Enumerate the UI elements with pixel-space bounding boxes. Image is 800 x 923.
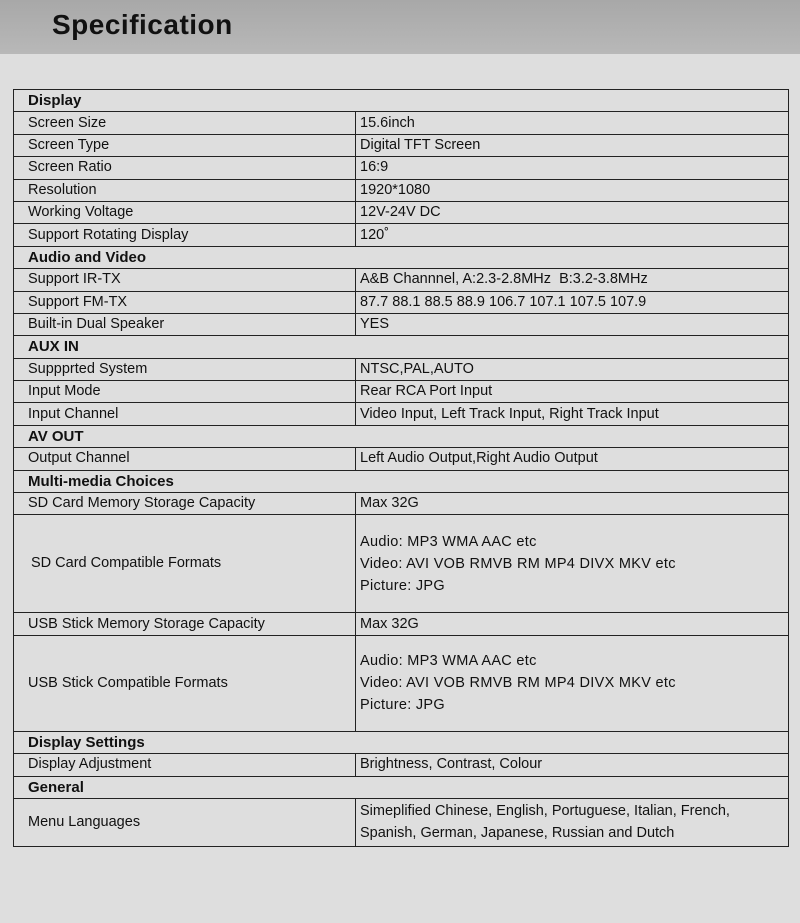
table-row [14,403,789,425]
spec-label: SD Card Compatible Formats [14,515,356,613]
table-row [14,798,789,846]
spec-value [356,798,789,846]
table-row [14,493,789,515]
spec-label: Support FM-TX [14,291,356,313]
spec-table [13,89,789,847]
table-row [14,291,789,313]
section-row-display-settings [14,731,789,753]
table-row [14,134,789,156]
spec-value: Rear RCA Port Input [356,381,789,403]
spec-label: Suppprted System [14,358,356,380]
spec-value: 16:9 [356,157,789,179]
spec-value [356,515,789,613]
format-line: Picture: JPG [360,577,445,594]
spec-label: USB Stick Compatible Formats [14,635,356,731]
spec-value: A&B Channnel, A:2.3-2.8MHz B:3.2-3.8MHz [356,269,789,291]
spec-value: Max 32G [356,493,789,515]
format-line: Audio: MP3 WMA AAC etc [360,533,537,550]
spec-label: USB Stick Memory Storage Capacity [14,613,356,635]
table-row [14,613,789,635]
table-row [14,179,789,201]
spec-value: 15.6inch [356,112,789,134]
table-row [14,635,789,731]
spec-label: Working Voltage [14,201,356,223]
table-row [14,515,789,613]
section-title: Display Settings [14,731,789,753]
table-row [14,381,789,403]
table-row [14,448,789,470]
section-title: Audio and Video [14,246,789,268]
spec-label: Built-in Dual Speaker [14,313,356,335]
table-row [14,358,789,380]
table-row [14,201,789,223]
spec-value: Left Audio Output,Right Audio Output [356,448,789,470]
spec-label: Output Channel [14,448,356,470]
spec-label: Resolution [14,179,356,201]
spec-label: Screen Size [14,112,356,134]
table-row [14,112,789,134]
section-row-display [14,90,789,112]
table-row [14,224,789,246]
table-row [14,269,789,291]
spec-label: Support Rotating Display [14,224,356,246]
spec-value: Max 32G [356,613,789,635]
format-line: Video: AVI VOB RMVB RM MP4 DIVX MKV etc [360,555,676,572]
format-line: Audio: MP3 WMA AAC etc [360,653,537,670]
section-title: Display [14,90,789,112]
spec-value: NTSC,PAL,AUTO [356,358,789,380]
spec-value: Video Input, Left Track Input, Right Track Input [356,403,789,425]
spec-label: Screen Type [14,134,356,156]
table-row [14,754,789,776]
spec-value: 1920*1080 [356,179,789,201]
section-title: AUX IN [14,336,789,358]
spec-value: YES [356,313,789,335]
section-row-audio-video [14,246,789,268]
table-row [14,313,789,335]
section-row-aux-in [14,336,789,358]
table-row [14,157,789,179]
spec-label: Input Mode [14,381,356,403]
spec-value: Digital TFT Screen [356,134,789,156]
format-line: Picture: JPG [360,697,445,714]
spec-label: Support IR-TX [14,269,356,291]
spec-label: Screen Ratio [14,157,356,179]
spec-label: Menu Languages [14,798,356,846]
spec-value: Brightness, Contrast, Colour [356,754,789,776]
section-title: AV OUT [14,425,789,447]
spec-value: 120˚ [356,224,789,246]
language-line: Simeplified Chinese, English, Portuguese, Italian, French, [360,803,730,820]
spec-label: Display Adjustment [14,754,356,776]
header-bar [0,0,800,54]
spec-value: 12V-24V DC [356,201,789,223]
section-row-general [14,776,789,798]
section-title: Multi-media Choices [14,470,789,492]
language-line: Spanish, German, Japanese, Russian and Dutch [360,825,675,842]
page-title: Specification [52,9,233,40]
format-line: Video: AVI VOB RMVB RM MP4 DIVX MKV etc [360,675,676,692]
spec-label: Input Channel [14,403,356,425]
spec-value: 87.7 88.1 88.5 88.9 106.7 107.1 107.5 107.9 [356,291,789,313]
section-row-multimedia [14,470,789,492]
section-title: General [14,776,789,798]
spec-label: SD Card Memory Storage Capacity [14,493,356,515]
spec-value [356,635,789,731]
section-row-av-out [14,425,789,447]
